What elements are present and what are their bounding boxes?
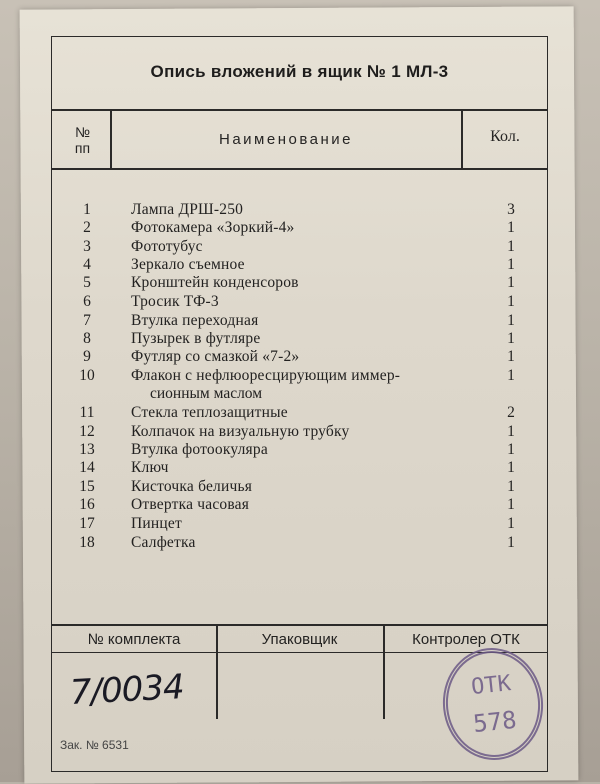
document-title: Опись вложений в ящик № 1 МЛ-3	[150, 62, 449, 81]
item-quantity: 1	[507, 238, 515, 255]
item-quantity: 1	[507, 293, 515, 310]
item-name: Флакон с нефлюоресцирующим иммер-	[131, 367, 401, 384]
header-number-abbr: пп	[74, 140, 91, 156]
controller-label: Контролер ОТК	[412, 631, 520, 648]
item-number: 2	[83, 219, 91, 236]
item-number: 7	[83, 312, 91, 329]
item-name: Втулка фотоокуляра	[131, 441, 268, 458]
item-quantity: 1	[507, 312, 515, 329]
item-number: 11	[79, 404, 95, 421]
item-quantity: 1	[507, 441, 515, 458]
item-name: Стекла теплозащитные	[131, 404, 288, 421]
item-name: Тросик ТФ-3	[131, 293, 219, 310]
item-quantity: 1	[507, 274, 515, 291]
item-name: Кронштейн конденсоров	[131, 274, 299, 291]
list-item	[0, 274, 600, 293]
item-number: 14	[79, 459, 95, 476]
list-item	[0, 404, 600, 423]
item-number: 4	[83, 256, 91, 273]
item-name: Втулка переходная	[131, 312, 259, 329]
footer-top-divider	[51, 624, 548, 626]
item-quantity: 1	[507, 348, 515, 365]
item-name: Ключ	[131, 459, 169, 476]
item-quantity: 3	[507, 201, 515, 218]
list-item	[0, 238, 600, 257]
item-name: Пузырек в футляре	[131, 330, 261, 347]
item-name-continuation: сионным маслом	[150, 385, 263, 402]
item-number: 8	[83, 330, 91, 347]
item-number: 16	[79, 496, 95, 513]
list-item	[0, 441, 600, 460]
item-name: Пинцет	[131, 515, 182, 532]
list-item	[0, 459, 600, 478]
item-name: Кисточка беличья	[131, 478, 253, 495]
item-number: 13	[79, 441, 95, 458]
item-quantity: 1	[507, 478, 515, 495]
header-name: Наименование	[219, 131, 353, 148]
list-item	[0, 496, 600, 515]
item-name: Салфетка	[131, 534, 196, 551]
item-quantity: 1	[507, 459, 515, 476]
list-item	[0, 423, 600, 442]
item-number: 3	[83, 238, 91, 255]
item-name: Отвертка часовая	[131, 496, 250, 513]
item-number: 5	[83, 274, 91, 291]
item-quantity: 2	[507, 404, 515, 421]
handwritten-kit-number: 7/0034	[69, 667, 185, 713]
list-item	[0, 367, 600, 386]
item-name: Колпачок на визуальную трубку	[131, 423, 350, 440]
item-number: 10	[79, 367, 95, 384]
item-name: Лампа ДРШ-250	[131, 201, 244, 218]
item-quantity: 1	[507, 515, 515, 532]
list-item	[0, 219, 600, 238]
list-item	[0, 534, 600, 553]
item-number: 15	[79, 478, 95, 495]
stamp-line-2: 578	[471, 705, 518, 739]
item-name: Футляр со смазкой «7-2»	[131, 348, 300, 365]
item-quantity: 1	[507, 367, 515, 384]
stamp-line-1: ОТК	[469, 671, 513, 701]
list-item	[0, 515, 600, 534]
title-divider	[51, 109, 548, 111]
item-quantity: 1	[507, 330, 515, 347]
item-quantity: 1	[507, 534, 515, 551]
item-number: 18	[79, 534, 95, 551]
list-item	[0, 478, 600, 497]
order-number: Зак. № 6531	[60, 738, 129, 752]
item-number: 17	[79, 515, 95, 532]
kit-number-label: № комплекта	[87, 631, 181, 648]
item-number: 9	[83, 348, 91, 365]
list-item	[0, 293, 600, 312]
header-quantity: Кол.	[490, 128, 520, 145]
item-quantity: 1	[507, 256, 515, 273]
list-item	[0, 256, 600, 275]
item-name: Фотокамера «Зоркий-4»	[131, 219, 295, 236]
item-name: Зеркало съемное	[131, 256, 245, 273]
list-item	[0, 348, 600, 367]
item-quantity: 1	[507, 423, 515, 440]
footer-divider-2	[383, 624, 385, 719]
item-number: 12	[79, 423, 95, 440]
list-item	[0, 330, 600, 349]
list-item	[0, 201, 600, 220]
item-number: 6	[83, 293, 91, 310]
header-divider	[51, 168, 548, 170]
item-quantity: 1	[507, 219, 515, 236]
item-name: Фототубус	[131, 238, 203, 255]
packer-label: Упаковщик	[261, 631, 338, 648]
header-number-symbol: №	[74, 124, 91, 140]
item-quantity: 1	[507, 496, 515, 513]
item-number: 1	[83, 201, 91, 218]
list-item	[0, 312, 600, 331]
header-number	[55, 124, 110, 156]
